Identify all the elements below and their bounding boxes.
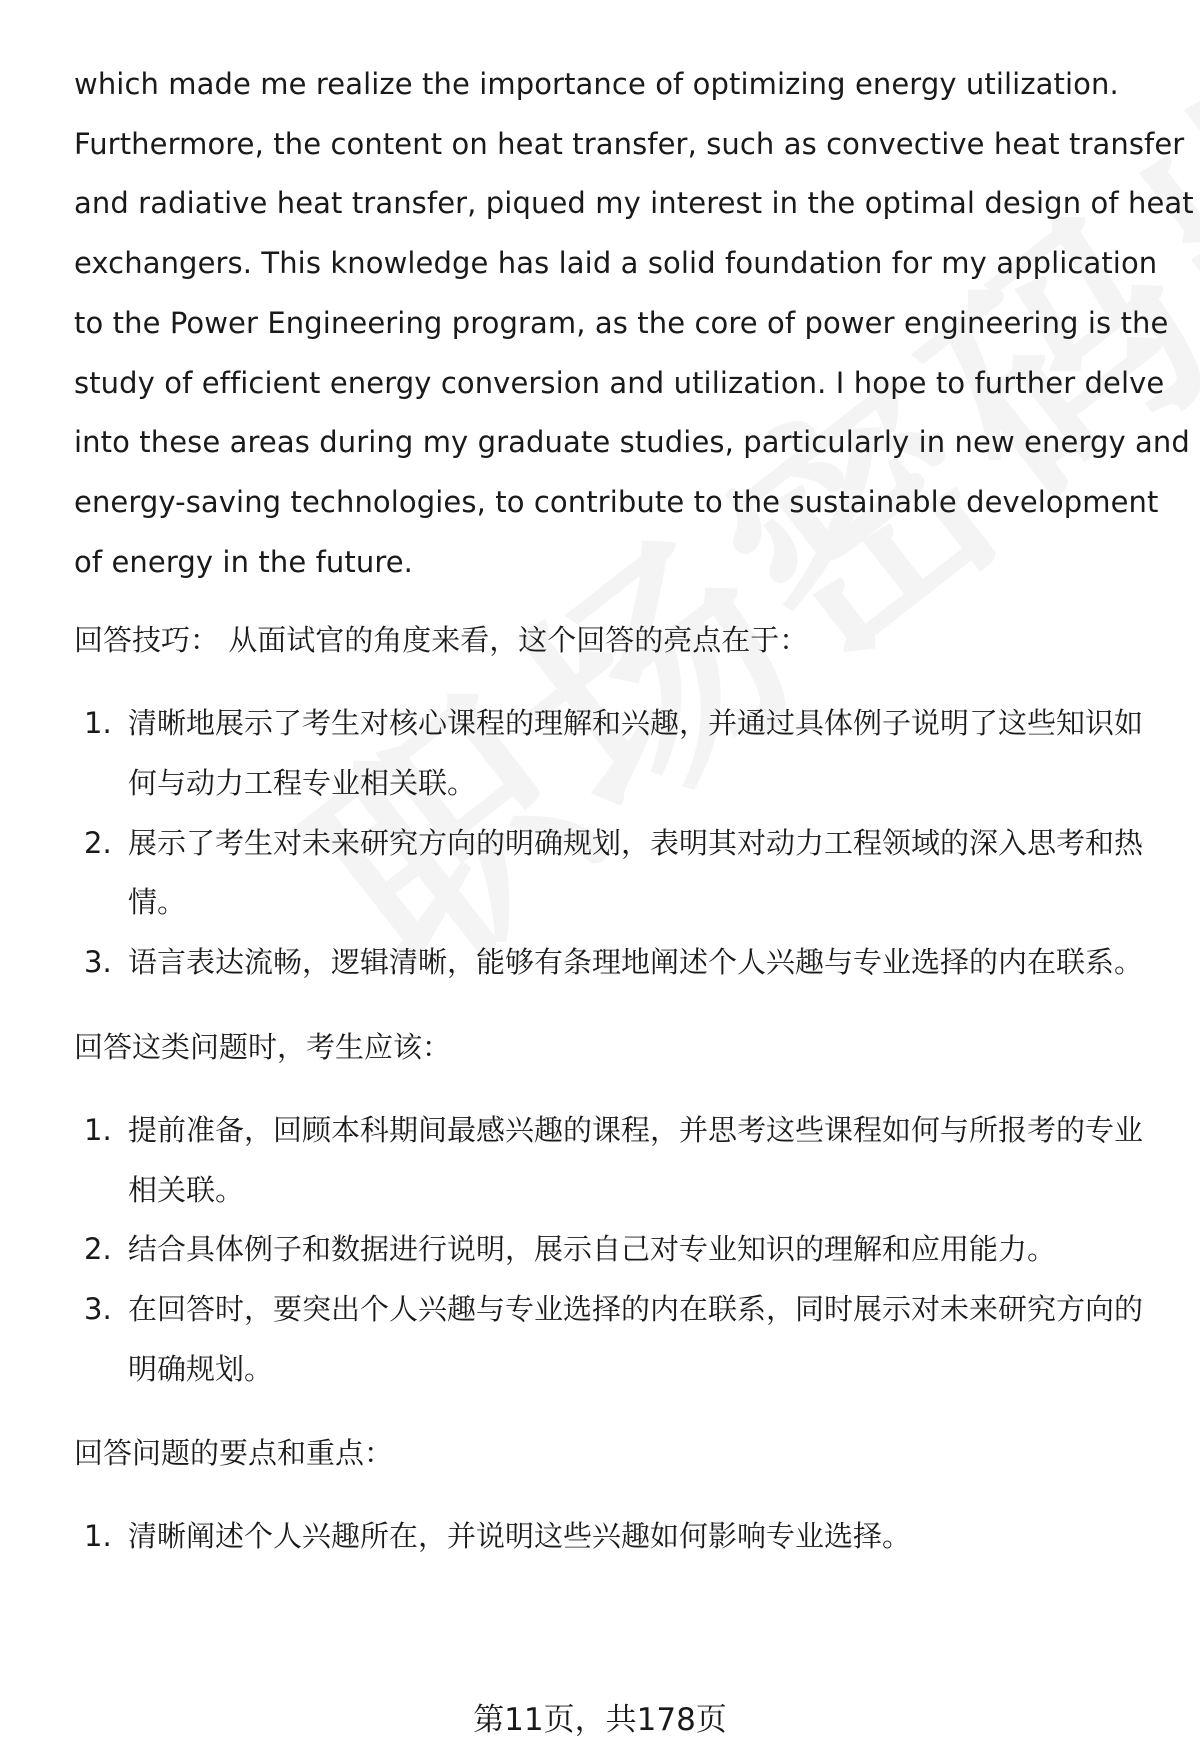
list-item-number: 2. <box>84 1232 112 1267</box>
answer-highlights-list <box>74 694 1164 993</box>
list-item <box>74 1507 1164 1567</box>
list-item-number: 1. <box>84 706 112 741</box>
list-item-number: 1. <box>84 1519 112 1554</box>
english-paragraph <box>74 55 1194 592</box>
list-item <box>74 933 1164 993</box>
list-item-number: 3. <box>84 945 112 980</box>
list-item-text: 清晰阐述个人兴趣所在，并说明这些兴趣如何影响专业选择。 <box>128 1519 912 1554</box>
paragraph-line: to the Power Engineering program, as the core of power engineering is the <box>74 305 1169 340</box>
paragraph-line: energy-saving technologies, to contribute to the sustainable development <box>74 484 1159 519</box>
paragraph-line: into these areas during my graduate studies, particularly in new energy and <box>74 425 1190 460</box>
list-item <box>74 1101 1164 1220</box>
list-item-number: 2. <box>84 825 112 860</box>
how-to-answer-list <box>74 1101 1164 1400</box>
list-item <box>74 1220 1164 1280</box>
paragraph-line: of energy in the future. <box>74 544 413 579</box>
list-item <box>74 694 1164 813</box>
list-item-text: 提前准备，回顾本科期间最感兴趣的课程，并思考这些课程如何与所报考的专业相关联。 <box>128 1112 1144 1207</box>
list-item-text: 语言表达流畅，逻辑清晰，能够有条理地阐述个人兴趣与专业选择的内在联系。 <box>128 945 1144 980</box>
list-item-text: 清晰地展示了考生对核心课程的理解和兴趣，并通过具体例子说明了这些知识如何与动力工程专业相关联。 <box>128 706 1144 801</box>
paragraph-line: and radiative heat transfer, piqued my interest in the optimal design of heat <box>74 186 1194 221</box>
paragraph-line: Furthermore, the content on heat transfer, such as convective heat transfer <box>74 126 1185 161</box>
list-item-text: 展示了考生对未来研究方向的明确规划，表明其对动力工程领域的深入思考和热情。 <box>128 825 1144 920</box>
list-item <box>74 1280 1164 1399</box>
section-heading-answer-tips: 回答技巧： 从面试官的角度来看，这个回答的亮点在于： <box>74 623 809 658</box>
paragraph-line: which made me realize the importance of optimizing energy utilization. <box>74 67 1119 101</box>
paragraph-line: study of efficient energy conversion and utilization. I hope to further delve <box>74 365 1165 400</box>
list-item-text: 在回答时，要突出个人兴趣与专业选择的内在联系，同时展示对未来研究方向的明确规划。 <box>128 1291 1144 1386</box>
list-item <box>74 814 1164 933</box>
key-points-list <box>74 1507 1164 1567</box>
section-heading-how-to-answer: 回答这类问题时，考生应该： <box>74 1029 452 1064</box>
list-item-text: 结合具体例子和数据进行说明，展示自己对专业知识的理解和应用能力。 <box>128 1232 1057 1267</box>
list-item-number: 3. <box>84 1291 112 1326</box>
section-heading-key-points: 回答问题的要点和重点： <box>74 1436 394 1471</box>
page-number-footer: 第11页，共178页 <box>473 1702 727 1738</box>
page-content <box>74 55 1194 1567</box>
list-item-number: 1. <box>84 1112 112 1147</box>
paragraph-line: exchangers. This knowledge has laid a solid foundation for my application <box>74 246 1158 281</box>
